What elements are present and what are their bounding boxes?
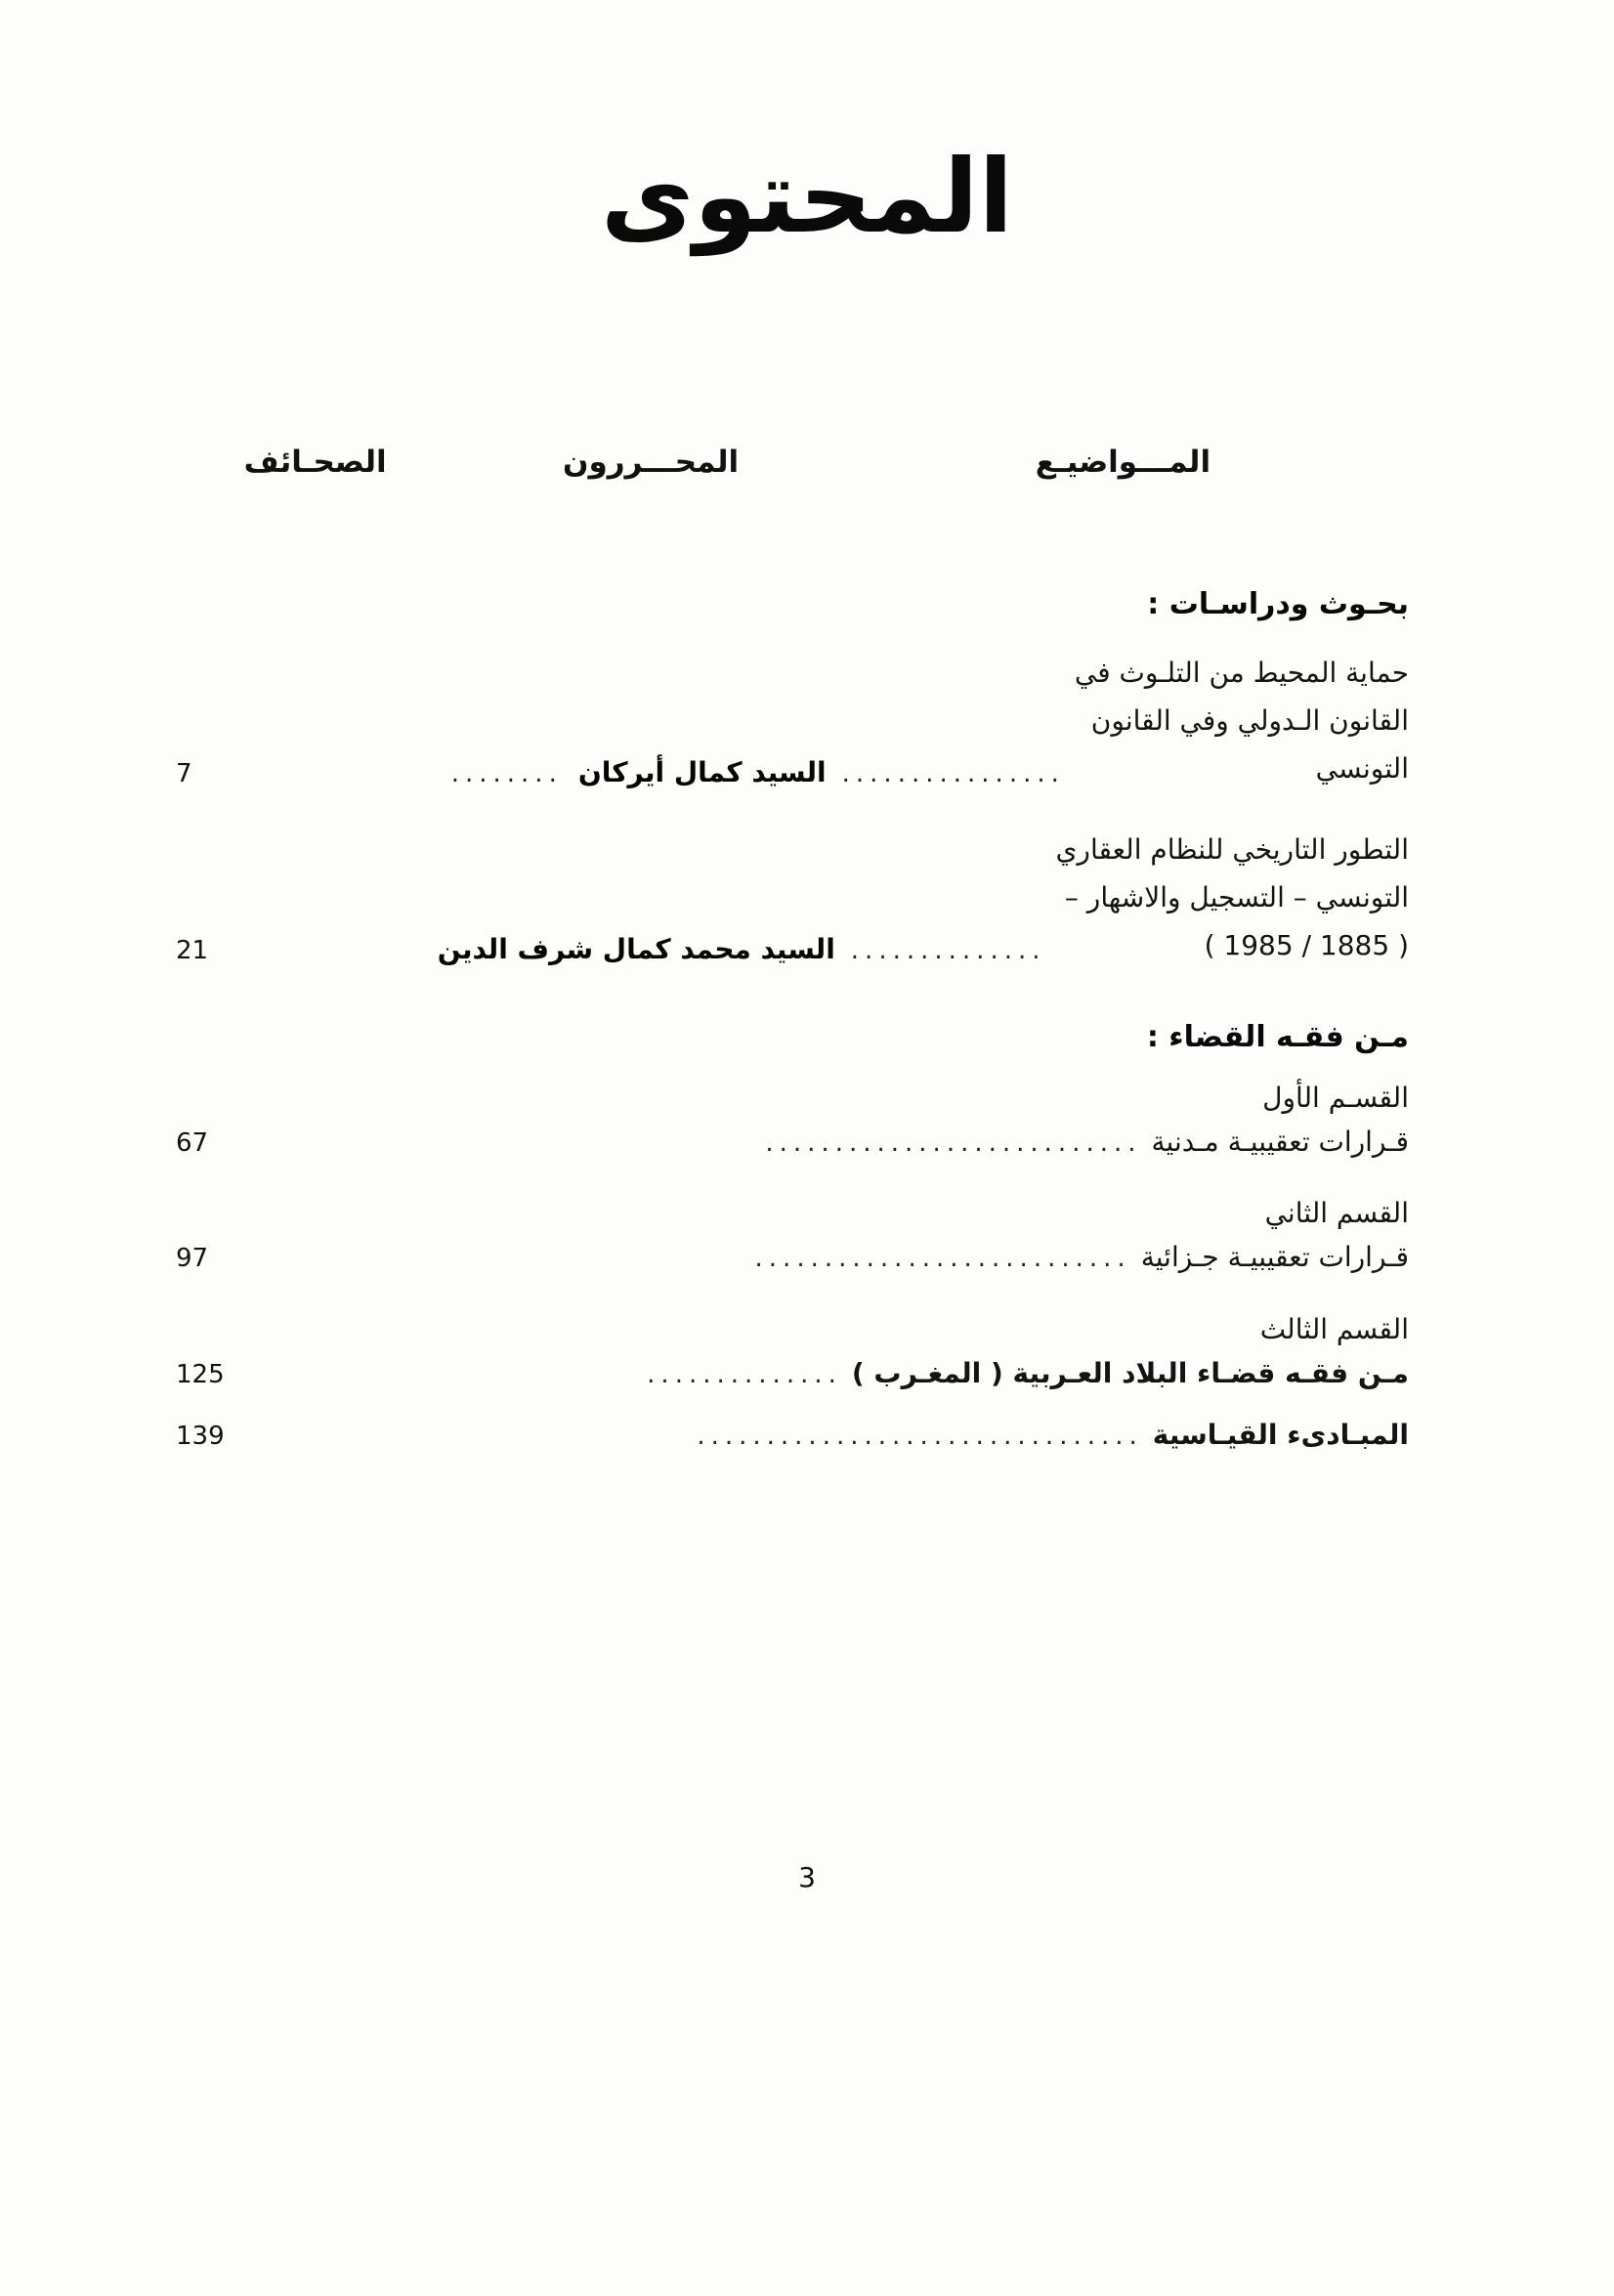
leader-dots: ........................... [754,1244,1131,1274]
entry-subject [1056,826,1409,969]
entry-title: المبـادىء القيـاسية [1152,1419,1409,1452]
leader-dots: ................ [841,759,1065,788]
entry-subject-line: التطور التاريخي للنظام العقاري [1055,833,1409,866]
entry-page-number: 125 [176,1359,225,1389]
page-folio-number: 3 [798,1861,816,1893]
toc-entry[interactable] [176,649,1409,792]
page-title: المحتوى [600,137,1014,256]
entry-page-number: 67 [176,1128,209,1158]
column-headers [166,445,1448,480]
toc-entry[interactable] [176,826,1409,969]
entry-subheading: القسم الثاني [1264,1197,1409,1230]
toc-body [176,562,1409,1490]
entry-subject-line: التونسي – التسجيل والاشهار – [1064,881,1409,914]
column-header-authors: المحـــررون [563,445,740,480]
leader-dots: .............. [647,1359,842,1389]
entry-page-number: 7 [176,759,192,788]
toc-entry[interactable] [176,1413,1409,1457]
section-heading-research: بحـوث ودراسـات : [1147,587,1409,621]
entry-page-number: 97 [176,1244,209,1274]
column-header-subjects: المـــواضيـع [1035,445,1211,480]
leader-dots: ........................... [765,1128,1142,1158]
entry-subheading: القسم الثالث [1259,1312,1409,1345]
entry-subject-line: ( 1885 / 1985 ) [1204,929,1409,961]
entry-title: قـرارات تعقيبيـة مـدنية [1151,1126,1409,1158]
entry-page-number: 139 [176,1422,225,1452]
toc-entry[interactable] [176,1197,1409,1279]
leader-dots: .............. [850,936,1046,965]
entry-subheading: القسـم الأول [1262,1082,1409,1114]
leader-dots: ........ [450,759,563,788]
entry-page-number: 21 [176,936,209,965]
entry-author: السيد كمال أيركان [577,756,827,788]
entry-subject-line: القانون الـدولي وفي القانون [1090,704,1409,737]
entry-subject-line: التونسي [1315,752,1409,785]
entry-subject [1075,649,1409,792]
column-header-pages: الصحـائف [243,445,387,480]
entry-author: السيد محمد كمال شرف الدين [437,933,835,965]
leader-dots: ................................ [697,1422,1143,1452]
toc-entry[interactable] [176,1313,1409,1395]
entry-title: مـن فقـه قضـاء البلاد العـربية ( المغـرب ) [851,1356,1409,1389]
toc-entry[interactable] [176,1082,1409,1164]
entry-subject-line: حماية المحيط من التلـوث في [1074,657,1409,689]
section-heading-jurisprudence: مـن فقـه القضاء : [1146,1020,1409,1054]
entry-title: قـرارات تعقيبيـة جـزائية [1140,1241,1409,1274]
